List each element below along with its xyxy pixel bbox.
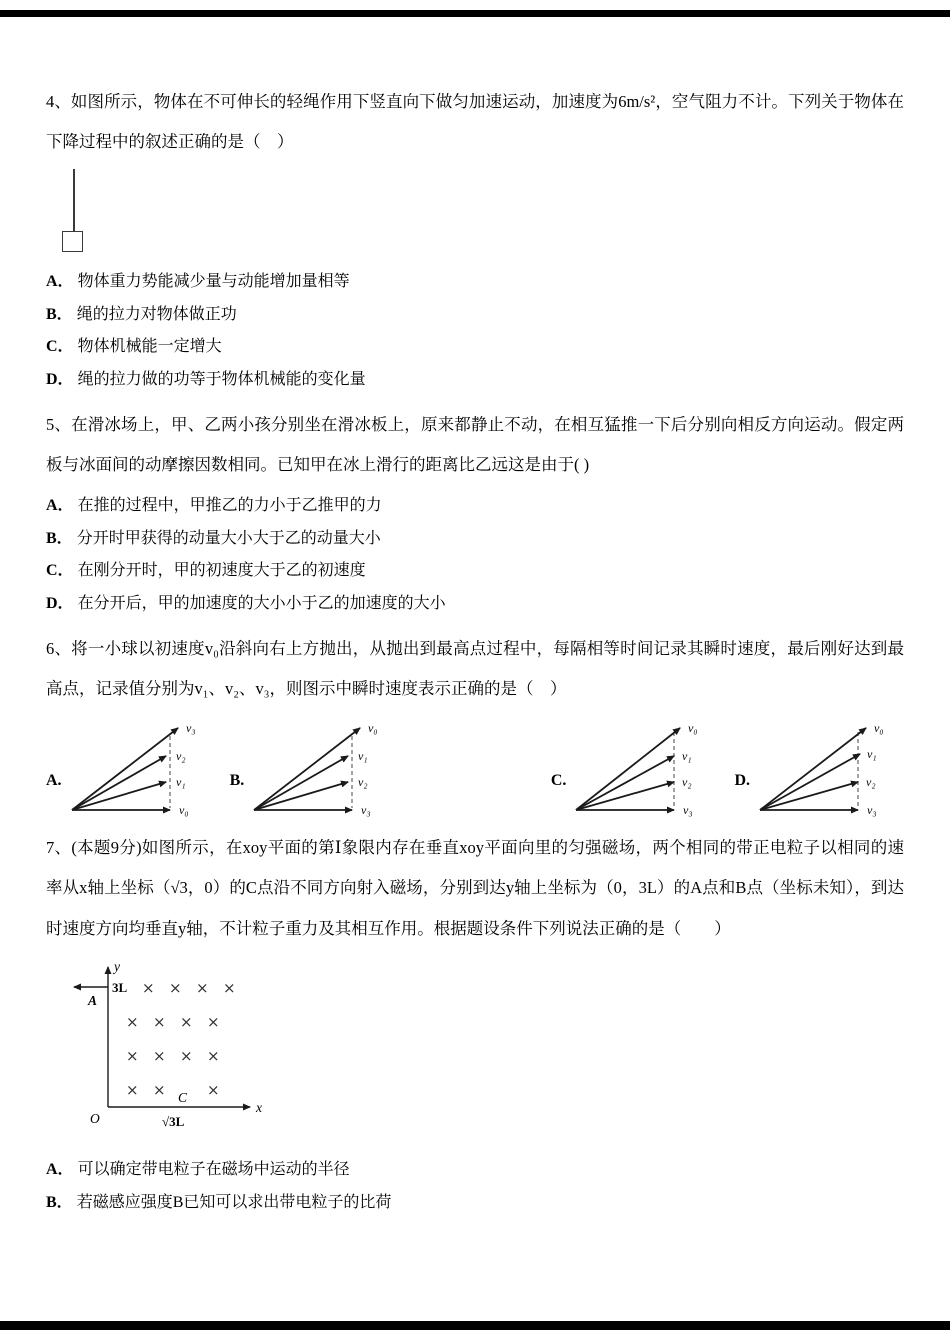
vector-label: v₁ <box>867 746 877 761</box>
option-letter: C． <box>46 562 74 580</box>
vector-label: v₂ <box>682 774 692 789</box>
option-letter: A． <box>46 1161 74 1179</box>
vector-arrow <box>576 756 674 810</box>
vector-arrow <box>72 756 166 810</box>
diagram-label: C. <box>550 771 567 789</box>
vector-diagram-b <box>230 716 399 818</box>
field-into-page-cross: × <box>180 1047 193 1066</box>
vector-label: v₀ <box>178 802 189 817</box>
field-into-page-cross: × <box>153 1047 166 1066</box>
question-6-stem: 6、将一小球以初速度v₀沿斜向右上方抛出，从抛出到最高点过程中，每隔相等时间记录其瞬时速度，最后刚好达到最高点，记录值分别为v₁、v₂、v₃，则图示中瞬时速度表示正确的是（ ） <box>46 639 904 699</box>
rope-line <box>73 169 75 231</box>
y-axis-label: y <box>114 959 120 975</box>
question-4-stem: 4、如图所示，物体在不可伸长的轻绳作用下竖直向下做匀加速运动，加速度为6m/s²，空气阻力不计。下列关于物体在下降过程中的叙述正确的是（ ） <box>46 92 904 152</box>
vector-arrow <box>760 754 860 810</box>
vector-label: v₁ <box>682 748 692 763</box>
vector-label: v₀ <box>368 720 378 735</box>
question-4-option-c <box>46 331 904 364</box>
vector-fan-b <box>248 716 398 818</box>
field-into-page-cross: × <box>169 979 182 998</box>
option-text: 物体重力势能减少量与动能增加量相等 <box>77 272 350 290</box>
option-letter: A． <box>46 272 74 290</box>
velocity-vector-diagrams <box>46 716 904 818</box>
bottom-border-rule <box>0 1321 950 1330</box>
question-5-option-d <box>46 588 904 621</box>
vector-diagram-c <box>551 716 721 818</box>
point-a-label: A <box>88 993 98 1009</box>
question-7-stem: 7、(本题9分)如图所示，在xoy平面的第Ⅰ象限内存在垂直xoy平面向里的匀强磁场，两个相同的带正电粒子以相同的速率从x轴上坐标（√3，0）的C点沿不同方向射入磁场，分别到达y轴上坐标为（0，3L）的A点和B点（坐标未知），到达时速度方向均垂直y轴，不计粒子重力及其相互作用。根据题设条件下列说法正确的是（ ） <box>46 837 904 938</box>
field-into-page-cross: × <box>196 979 209 998</box>
vector-label: v₀ <box>874 720 884 735</box>
question-4-option-d <box>46 364 904 397</box>
option-letter: C． <box>46 338 74 356</box>
vector-fan-c <box>570 716 720 818</box>
option-text: 在推的过程中，甲推乙的力小于乙推甲的力 <box>77 496 382 514</box>
vector-label: v₃ <box>683 802 693 817</box>
field-into-page-cross: × <box>207 1047 220 1066</box>
question-7 <box>46 828 904 1220</box>
field-cross-row-4 <box>126 1081 220 1099</box>
option-text: 在刚分开时，甲的初速度大于乙的初速度 <box>77 562 366 580</box>
field-into-page-cross: × <box>126 1081 139 1100</box>
question-4-option-a <box>46 266 904 299</box>
diagram-label: B. <box>229 771 245 789</box>
option-letter: B． <box>46 529 73 547</box>
field-into-page-cross: × <box>153 1013 166 1032</box>
xoy-field-diagram <box>46 955 278 1139</box>
field-into-page-cross: × <box>153 1081 166 1100</box>
vector-arrow <box>760 782 858 810</box>
vector-diagram-a <box>46 716 216 818</box>
vector-fan-d <box>754 716 904 818</box>
option-text: 绳的拉力做的功等于物体机械能的变化量 <box>77 371 366 389</box>
vector-fan-a <box>66 716 216 818</box>
origin-label: O <box>90 1111 100 1127</box>
option-letter: D． <box>46 595 74 613</box>
question-5 <box>46 405 904 621</box>
vector-label: v₁ <box>358 748 368 763</box>
diagram-label: D. <box>734 771 750 789</box>
option-letter: B． <box>46 305 73 323</box>
vector-label: v₃ <box>185 720 196 735</box>
option-text: 物体机械能一定增大 <box>77 338 222 356</box>
vector-label: v₃ <box>867 802 877 817</box>
question-7-option-b <box>46 1187 904 1220</box>
x-axis-label: x <box>256 1100 262 1116</box>
question-7-option-a <box>46 1154 904 1187</box>
vector-arrow <box>760 728 866 810</box>
question-4-option-b <box>46 299 904 332</box>
vector-arrow <box>72 782 166 810</box>
option-text: 在分开后，甲的加速度的大小小于乙的加速度的大小 <box>77 595 446 613</box>
option-letter: A． <box>46 496 74 514</box>
field-into-page-cross: × <box>207 1081 220 1100</box>
question-5-option-a <box>46 490 904 523</box>
question-5-options <box>46 490 904 621</box>
vector-arrow <box>254 756 348 810</box>
option-text: 可以确定带电粒子在磁场中运动的半径 <box>77 1161 350 1179</box>
question-6 <box>46 629 904 818</box>
question-5-stem: 5、在滑冰场上，甲、乙两小孩分别坐在滑冰板上，原来都静止不动，在相互猛推一下后分别向相反方向运动。假定两板与冰面间的动摩擦因数相同。已知甲在冰上滑行的距离比乙远这是由于( ) <box>46 415 904 475</box>
tick-3l-label: 3L <box>112 980 128 996</box>
option-text: 分开时甲获得的动量大小大于乙的动量大小 <box>76 529 381 547</box>
diagram-label: A. <box>46 771 62 789</box>
question-5-option-c <box>46 555 904 588</box>
field-into-page-cross: × <box>180 1013 193 1032</box>
block-square <box>62 231 83 252</box>
vector-arrow <box>576 728 680 810</box>
option-letter: B． <box>46 1193 73 1211</box>
vector-arrow <box>254 782 348 810</box>
option-text: 绳的拉力对物体做正功 <box>76 305 237 323</box>
vector-label: v₂ <box>866 774 876 789</box>
top-border-rule <box>0 10 950 17</box>
question-4 <box>46 82 904 397</box>
field-cross-row-3 <box>126 1047 220 1065</box>
field-into-page-cross: × <box>142 979 155 998</box>
field-into-page-cross: × <box>207 1013 220 1032</box>
hanging-block-figure <box>62 169 86 252</box>
vector-arrow <box>72 728 178 810</box>
vector-label: v₃ <box>361 802 371 817</box>
field-into-page-cross: × <box>223 979 236 998</box>
vector-diagram-d <box>734 716 904 818</box>
magnetic-field-figure <box>46 955 904 1144</box>
point-c-label: C <box>178 1090 188 1106</box>
question-4-options <box>46 266 904 397</box>
field-cross-row-2 <box>126 1013 220 1031</box>
vector-arrow <box>576 782 674 810</box>
field-into-page-cross: × <box>126 1013 139 1032</box>
option-text: 若磁感应强度B已知可以求出带电粒子的比荷 <box>76 1193 392 1211</box>
vector-label: v₁ <box>175 774 186 789</box>
question-7-options <box>46 1154 904 1220</box>
vector-label: v₂ <box>175 748 186 763</box>
field-cross-row-1 <box>142 979 236 997</box>
vector-label: v₀ <box>688 720 698 735</box>
vector-arrow <box>254 728 360 810</box>
option-letter: D． <box>46 371 74 389</box>
tick-sqrt3l-label: √3L <box>162 1114 185 1130</box>
vector-label: v₂ <box>358 774 368 789</box>
field-into-page-cross: × <box>126 1047 139 1066</box>
question-5-option-b <box>46 523 904 556</box>
